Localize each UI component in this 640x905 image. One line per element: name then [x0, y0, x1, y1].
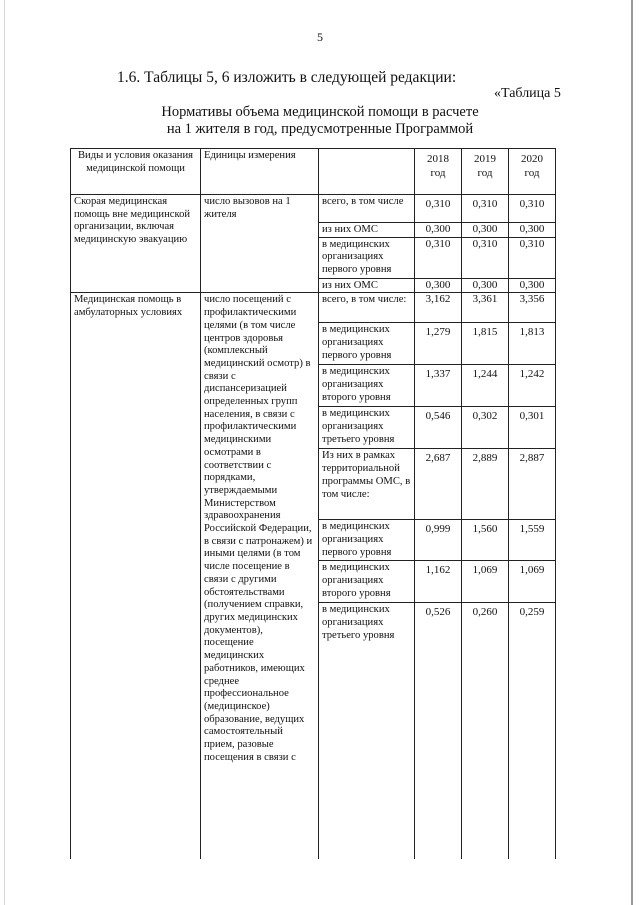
value-2019: 1,069 [462, 561, 509, 603]
detail-cell: всего, в том числе [319, 195, 415, 223]
care-type-outpatient: Медицинская помощь в амбулаторных условиях [71, 293, 201, 859]
value-2019: 1,815 [462, 323, 509, 365]
value-2018: 1,162 [415, 561, 462, 603]
value-2018: 0,300 [415, 278, 462, 293]
year-value: 2020 [521, 153, 543, 165]
value-2019: 1,244 [462, 365, 509, 407]
value-2020: 1,069 [509, 561, 556, 603]
table-row [71, 293, 556, 323]
detail-cell: в медицинских организациях второго уровня [319, 365, 415, 407]
year-value: 2019 [474, 153, 496, 165]
table-label: «Таблица 5 [494, 86, 561, 101]
header-type: Виды и условия оказания медицинской помощи [71, 149, 201, 195]
header-year-2018 [415, 149, 462, 195]
norms-table [70, 148, 556, 859]
header-unit: Единицы измерения [201, 149, 319, 195]
value-2019: 1,560 [462, 520, 509, 561]
scan-edge-right [631, 0, 633, 905]
value-2019: 0,302 [462, 407, 509, 449]
caption-line-2: на 1 жителя в год, предусмотренные Программой [166, 121, 474, 137]
amendment-instruction: 1.6. Таблицы 5, 6 изложить в следующей редакции: [117, 69, 457, 86]
detail-cell: в медицинских организациях первого уровня [319, 237, 415, 278]
value-2019: 2,889 [462, 449, 509, 520]
detail-cell: в медицинских организациях третьего уровня [319, 407, 415, 449]
detail-cell: в медицинских организациях первого уровня [319, 323, 415, 365]
year-unit: год [430, 167, 446, 179]
value-2019: 0,300 [462, 278, 509, 293]
unit-outpatient: число посещений с профилактическими целями (в том числе центров здоровья (комплексный медицинский осмотр) в связи с диспансеризацией определенных групп населения, в связи с профилактическими медицинскими осмотрами в соответствии с порядками, утверждаемыми Министерством здравоохранения Российской Федерации, в связи с патронажем) и иными целями (в том числе посещение в связи с другими обстоятельствами (получением справки, других медицинских документов), посещение медицинских работников, имеющих среднее профессиональное (медицинское) образование, ведущих самостоятельный прием, разовые посещения в связи с [201, 293, 319, 859]
scan-edge-left [4, 0, 5, 905]
value-2020: 1,559 [509, 520, 556, 561]
value-2020: 0,310 [509, 237, 556, 278]
detail-cell: всего, в том числе: [319, 293, 415, 323]
value-2019: 0,310 [462, 195, 509, 223]
value-2020: 0,300 [509, 223, 556, 238]
value-2018: 0,310 [415, 195, 462, 223]
value-2020: 0,301 [509, 407, 556, 449]
value-2020: 2,887 [509, 449, 556, 520]
value-2018: 0,310 [415, 237, 462, 278]
detail-cell: Из них в рамках территориальной программы ОМС, в том числе: [319, 449, 415, 520]
care-type-emergency: Скорая медицинская помощь вне медицинской организации, включая медицинскую эвакуацию [71, 195, 201, 293]
detail-cell: в медицинских организациях второго уровня [319, 561, 415, 603]
table-row [71, 195, 556, 223]
year-value: 2018 [427, 153, 449, 165]
header-year-2020 [509, 149, 556, 195]
year-unit: год [477, 167, 493, 179]
value-2018: 0,526 [415, 603, 462, 859]
page-number: 5 [317, 30, 323, 44]
value-2018: 1,337 [415, 365, 462, 407]
value-2020: 0,300 [509, 278, 556, 293]
year-unit: год [524, 167, 540, 179]
value-2020: 1,813 [509, 323, 556, 365]
table-caption [140, 104, 500, 138]
detail-cell: из них ОМС [319, 278, 415, 293]
value-2018: 0,546 [415, 407, 462, 449]
value-2019: 3,361 [462, 293, 509, 323]
value-2020: 0,259 [509, 603, 556, 859]
value-2019: 0,300 [462, 223, 509, 238]
value-2019: 0,260 [462, 603, 509, 859]
header-year-2019 [462, 149, 509, 195]
unit-emergency: число вызовов на 1 жителя [201, 195, 319, 293]
value-2020: 3,356 [509, 293, 556, 323]
value-2018: 3,162 [415, 293, 462, 323]
value-2018: 0,999 [415, 520, 462, 561]
detail-cell: из них ОМС [319, 223, 415, 238]
value-2020: 0,310 [509, 195, 556, 223]
header-detail [319, 149, 415, 195]
value-2020: 1,242 [509, 365, 556, 407]
value-2018: 1,279 [415, 323, 462, 365]
value-2019: 0,310 [462, 237, 509, 278]
value-2018: 2,687 [415, 449, 462, 520]
value-2018: 0,300 [415, 223, 462, 238]
caption-line-1: Нормативы объема медицинской помощи в расчете [161, 104, 479, 120]
detail-cell: в медицинских организациях третьего уровня [319, 603, 415, 859]
detail-cell: в медицинских организациях первого уровня [319, 520, 415, 561]
table-header-row [71, 149, 556, 195]
